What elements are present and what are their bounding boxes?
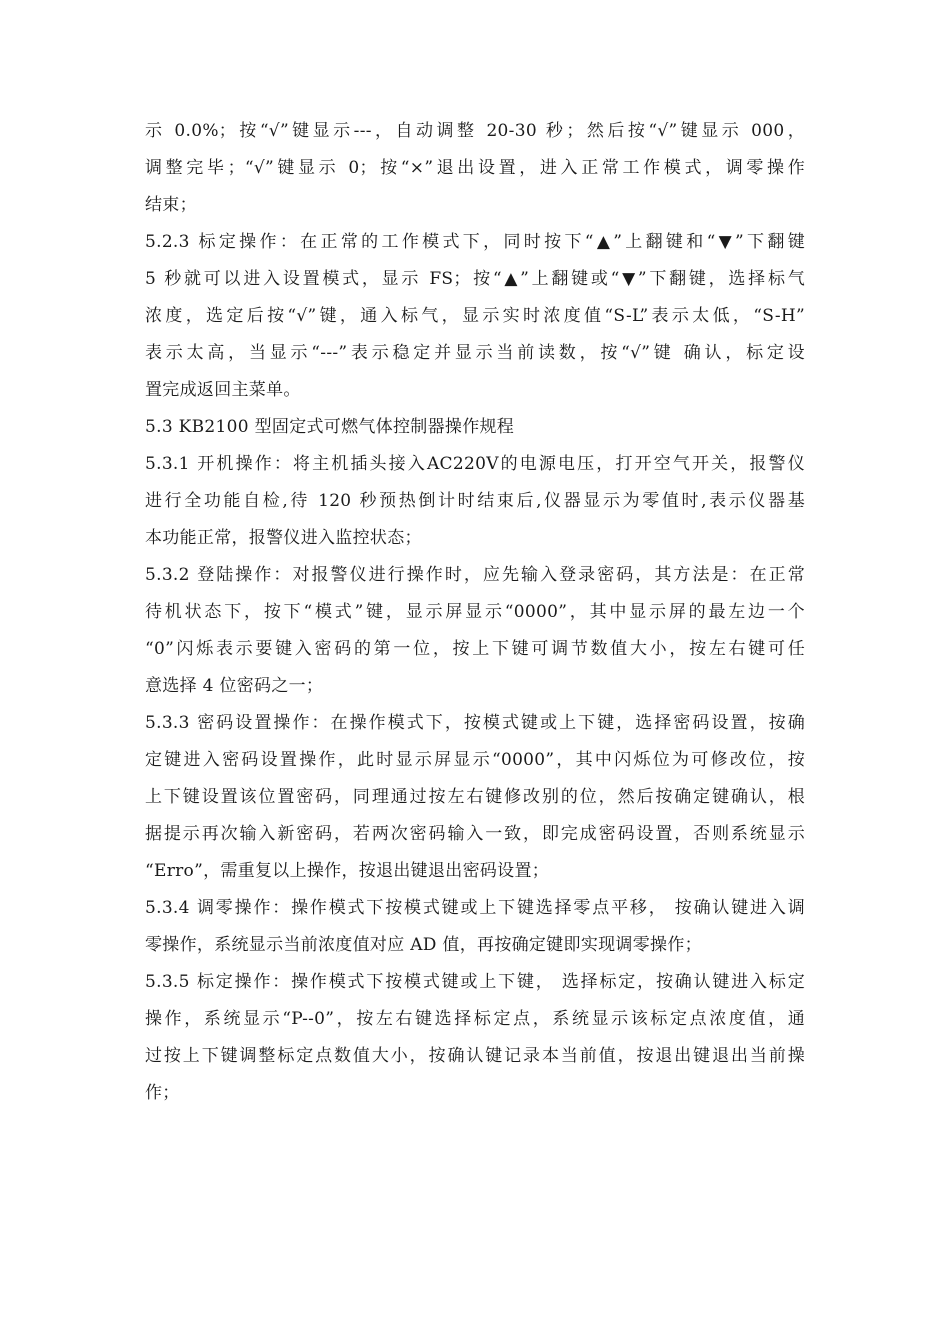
- text-line: 浓度，选定后按“√”键，通入标气，显示实时浓度值“S-L”表示太低，“S-H”: [145, 306, 805, 326]
- text-line: 待机状态下，按下“模式”键，显示屏显示“0000”，其中显示屏的最左边一个: [145, 602, 805, 622]
- text-line: 结束；: [145, 195, 197, 215]
- text-line: 进行全功能自检,待 120 秒预热倒计时结束后,仪器显示为零值时,表示仪器基: [145, 491, 805, 511]
- text-line: 过按上下键调整标定点数值大小，按确认键记录本当前值，按退出键退出当前操: [145, 1046, 805, 1066]
- section-heading-5-3: 5.3 KB2100 型固定式可燃气体控制器操作规程: [145, 417, 515, 437]
- text-line: 作；: [145, 1083, 180, 1103]
- text-line: 意选择 4 位密码之一；: [145, 676, 324, 696]
- text-line: “0”闪烁表示要键入密码的第一位，按上下键可调节数值大小，按左右键可任: [145, 639, 805, 659]
- text-line: 本功能正常，报警仪进入监控状态；: [145, 528, 422, 548]
- text-line: 5 秒就可以进入设置模式，显示 FS；按“▲”上翻键或“▼”下翻键，选择标气: [145, 269, 805, 289]
- section-heading-5-3-2: 5.3.2 登陆操作：对报警仪进行操作时，应先输入登录密码，其方法是：在正常: [145, 565, 805, 585]
- text-line: 调整完毕；“√”键显示 0；按“×”退出设置，进入正常工作模式，调零操作: [145, 158, 805, 178]
- text-line: 据提示再次输入新密码，若两次密码输入一致，即完成密码设置，否则系统显示: [145, 824, 805, 844]
- section-heading-5-3-3: 5.3.3 密码设置操作：在操作模式下，按模式键或上下键，选择密码设置，按确: [145, 713, 805, 733]
- document-body: [145, 113, 805, 1112]
- text-line: 定键进入密码设置操作，此时显示屏显示“0000”，其中闪烁位为可修改位，按: [145, 750, 805, 770]
- section-heading-5-2-3: 5.2.3 标定操作：在正常的工作模式下，同时按下“▲”上翻键和“▼”下翻键: [145, 232, 805, 252]
- text-line: 零操作，系统显示当前浓度值对应 AD 值，再按确定键即实现调零操作；: [145, 935, 702, 955]
- text-line: 置完成返回主菜单。: [145, 380, 301, 400]
- text-line: 表示太高，当显示“---”表示稳定并显示当前读数，按“√”键 确认，标定设: [145, 343, 805, 363]
- text-line: 操作，系统显示“P--0”，按左右键选择标定点，系统显示该标定点浓度值，通: [145, 1009, 805, 1029]
- section-heading-5-3-1: 5.3.1 开机操作：将主机插头接入AC220V的电源电压，打开空气开关，报警仪: [145, 454, 805, 474]
- text-line: 上下键设置该位置密码，同理通过按左右键修改别的位，然后按确定键确认，根: [145, 787, 805, 807]
- text-line: “Erro”，需重复以上操作，按退出键退出密码设置；: [145, 861, 550, 881]
- section-heading-5-3-5: 5.3.5 标定操作：操作模式下按模式键或上下键， 选择标定，按确认键进入标定: [145, 972, 805, 992]
- section-heading-5-3-4: 5.3.4 调零操作：操作模式下按模式键或上下键选择零点平移， 按确认键进入调: [145, 898, 805, 918]
- text-line: 示 0.0%；按“√”键显示---，自动调整 20-30 秒；然后按“√”键显示 000，: [145, 121, 805, 141]
